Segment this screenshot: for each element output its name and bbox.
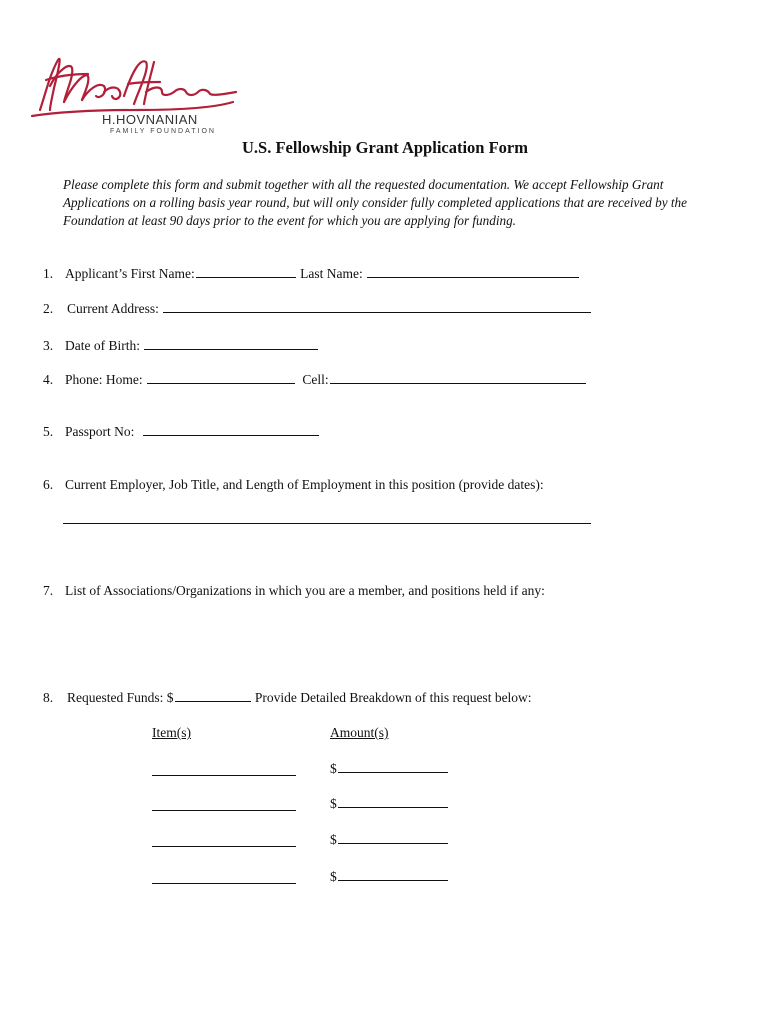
address-blank[interactable] [163,300,591,313]
amount-blank[interactable] [338,868,448,881]
amounts-column-header: Amount(s) [330,725,389,740]
items-column-header: Item(s) [152,725,191,740]
passport-blank[interactable] [143,423,319,436]
logo-subtitle: FAMILY FOUNDATION [110,128,216,135]
item-blank[interactable] [152,846,296,847]
field-name: 1. Applicant’s First Name: Last Name: [43,265,580,283]
field-associations: 7. List of Associations/Organizations in which you are a member, and positions held if any: [43,583,545,598]
foundation-logo [28,52,248,142]
address-label: Current Address: [67,301,159,316]
amount-row [330,868,449,886]
breakdown-label: Provide Detailed Breakdown of this request below: [254,690,532,705]
last-name-blank[interactable] [367,265,579,278]
field-requested-funds: 8. Requested Funds: $ Provide Detailed Breakdown of this request below: [43,690,532,705]
home-phone-blank[interactable] [147,371,295,384]
item-blank[interactable] [152,810,296,811]
field-passport: 5. Passport No: [43,423,320,441]
home-phone-label: Phone: Home: [65,372,143,387]
amount-blank[interactable] [338,795,448,808]
requested-funds-label: Requested Funds: $ [67,690,174,705]
dollar-sign: $ [330,869,337,884]
dollar-sign: $ [330,761,337,776]
amount-row [330,831,449,849]
field-employment: 6. Current Employer, Job Title, and Length of Employment in this position (provide dates): [43,477,544,492]
field-address: 2. Current Address: [43,300,592,318]
amount-row [330,795,449,813]
logo-name: H.HOVNANIAN [102,112,198,127]
first-name-blank[interactable] [196,265,296,278]
item-blank[interactable] [152,883,296,884]
dob-label: Date of Birth: [65,338,140,353]
employment-label: Current Employer, Job Title, and Length of Employment in this position (provide dates): [65,477,544,492]
item-blank[interactable] [152,775,296,776]
amount-row [330,760,449,778]
employment-blank[interactable] [63,523,591,524]
field-phone: 4. Phone: Home: Cell: [43,371,587,389]
last-name-label: Last Name: [300,266,363,281]
passport-label: Passport No: [65,424,135,439]
dollar-sign: $ [330,796,337,811]
dob-blank[interactable] [144,337,318,350]
first-name-label: Applicant’s First Name: [65,266,195,281]
instructions-paragraph: Please complete this form and submit together with all the requested documentation. We accept Fellowship Grant Applications on a rolling basis year round, but will only consider fully completed applications that are received by the Foundation at least 90 days prior to the event for which you are applying for funding. [63,177,687,228]
amount-blank[interactable] [338,760,448,773]
cell-phone-label: Cell: [302,372,329,387]
field-dob: 3. Date of Birth: [43,337,319,355]
cell-phone-blank[interactable] [330,371,586,384]
amount-blank[interactable] [338,831,448,844]
requested-funds-blank[interactable] [175,689,251,702]
associations-label: List of Associations/Organizations in which you are a member, and positions held if any: [65,583,545,598]
page-title: U.S. Fellowship Grant Application Form [241,138,529,157]
dollar-sign: $ [330,832,337,847]
